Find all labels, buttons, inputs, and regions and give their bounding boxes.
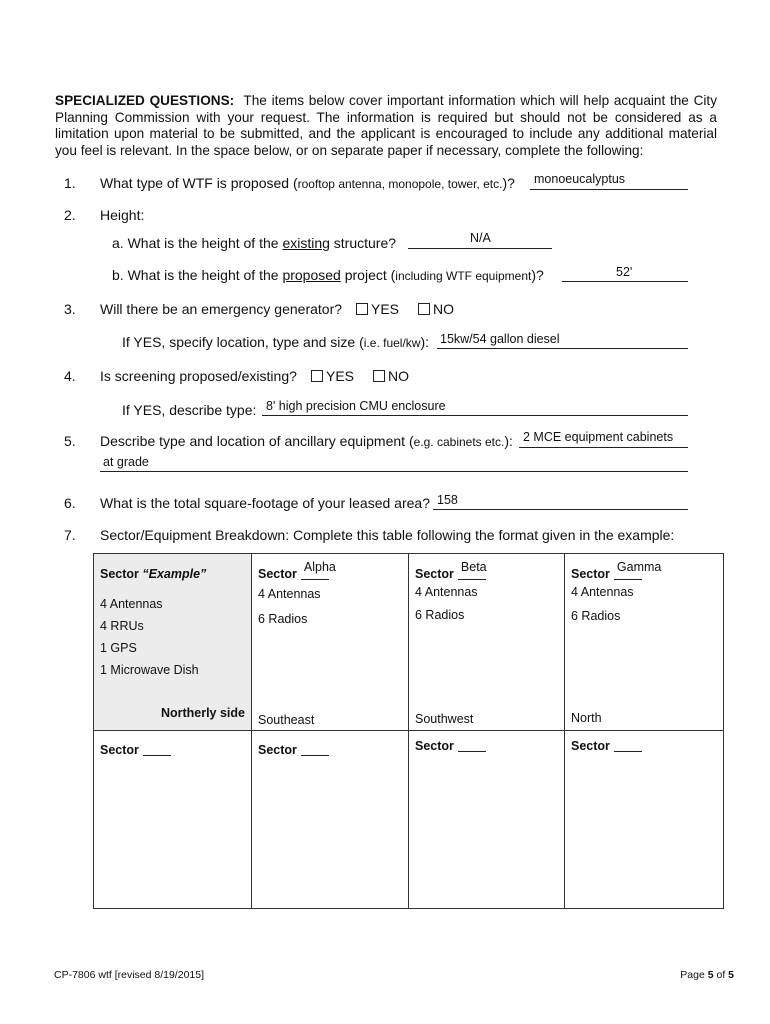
q5-answer-2[interactable]: at grade xyxy=(103,455,149,469)
example-sector-cell xyxy=(94,554,252,731)
sector-label: Sector xyxy=(258,743,329,757)
q2b-answer[interactable]: 52' xyxy=(616,265,633,279)
q3-answer[interactable]: 15kw/54 gallon diesel xyxy=(440,332,560,346)
q4-yes-checkbox[interactable] xyxy=(311,370,323,382)
q2a-answer-line[interactable] xyxy=(408,248,552,249)
sector-item[interactable]: 6 Radios xyxy=(571,609,621,623)
sector-label: Sector Gamma xyxy=(571,560,662,581)
sector-item[interactable]: 6 Radios xyxy=(258,612,308,626)
q6-answer[interactable]: 158 xyxy=(437,493,458,507)
q5-answer-line-2[interactable] xyxy=(100,471,688,472)
q2b-question: b. What is the height of the proposed project (including WTF equipment)? xyxy=(112,267,544,283)
sector-side[interactable]: Southwest xyxy=(415,712,474,726)
sector-name[interactable]: Alpha xyxy=(303,560,336,574)
q4-number: 4. xyxy=(64,368,76,384)
sector-name[interactable]: Beta xyxy=(460,560,487,574)
blank-sector-cell[interactable] xyxy=(252,731,409,909)
q4-question: Is screening proposed/existing? xyxy=(100,368,297,384)
q2a-answer[interactable]: N/A xyxy=(470,231,491,245)
q3-yes-option[interactable]: YES xyxy=(356,301,399,317)
q3-number: 3. xyxy=(64,301,76,317)
example-item: 1 GPS xyxy=(100,641,137,655)
q1-answer[interactable]: monoeucalyptus xyxy=(534,172,626,186)
sector-item[interactable]: 4 Antennas xyxy=(571,585,634,599)
q7-number: 7. xyxy=(64,527,76,543)
page-number: Page 5 of 5 xyxy=(680,969,734,981)
q2a-question: a. What is the height of the existing structure? xyxy=(112,235,397,251)
q3-yes-checkbox[interactable] xyxy=(356,303,368,315)
q1-answer-line[interactable] xyxy=(530,189,688,190)
sector-item[interactable]: 4 Antennas xyxy=(258,587,321,601)
sector-label: Sector xyxy=(100,743,171,757)
q4-if-yes-label: If YES, describe type: xyxy=(122,402,257,418)
sector-item[interactable]: 4 Antennas xyxy=(415,585,478,599)
example-sector-label: Sector “Example” xyxy=(100,567,207,581)
blank-sector-cell[interactable] xyxy=(409,731,565,909)
q5-answer-line-1[interactable] xyxy=(519,447,688,448)
q4-answer[interactable]: 8' high precision CMU enclosure xyxy=(266,399,446,413)
form-id-footer: CP-7806 wtf [revised 8/19/2015] xyxy=(54,969,205,981)
example-item: 1 Microwave Dish xyxy=(100,663,199,677)
q2-number: 2. xyxy=(64,207,76,223)
sector-label: Sector xyxy=(571,739,642,753)
sector-table xyxy=(93,553,724,909)
sector-cell-gamma[interactable] xyxy=(565,554,724,731)
q1-number: 1. xyxy=(64,175,76,191)
sector-side[interactable]: Southeast xyxy=(258,713,315,727)
sector-cell-alpha[interactable] xyxy=(252,554,409,731)
q3-answer-line[interactable] xyxy=(437,348,688,349)
intro-text: The items below cover important information which will help acquaint the City Planning Commission with your request. The information is required but should not be considered as a limitation upon material to be submitted, and the applicant is encouraged to include any additional material you feel is relevant. In the space below, or on separate paper if necessary, complete the following: xyxy=(55,93,718,158)
example-item: 4 RRUs xyxy=(100,619,144,633)
sector-item[interactable]: 6 Radios xyxy=(415,608,465,622)
q7-question: Sector/Equipment Breakdown: Complete this table following the format given in the example: xyxy=(100,527,675,543)
example-item: 4 Antennas xyxy=(100,597,163,611)
q3-question: Will there be an emergency generator? xyxy=(100,301,343,317)
q4-answer-line[interactable] xyxy=(262,415,688,416)
intro-heading: SPECIALIZED QUESTIONS: xyxy=(55,93,235,108)
q6-number: 6. xyxy=(64,495,76,511)
q6-answer-line[interactable] xyxy=(433,509,688,510)
sector-label: Sector xyxy=(415,739,486,753)
blank-sector-cell[interactable] xyxy=(565,731,724,909)
q4-no-option[interactable]: NO xyxy=(373,368,409,384)
sector-side[interactable]: North xyxy=(571,711,602,725)
q2-question: Height: xyxy=(100,207,145,223)
q5-number: 5. xyxy=(64,433,76,449)
q2b-answer-line[interactable] xyxy=(562,281,688,282)
sector-label: Sector Beta xyxy=(415,560,487,581)
intro-paragraph xyxy=(55,93,717,159)
q4-no-checkbox[interactable] xyxy=(373,370,385,382)
q3-if-yes-label: If YES, specify location, type and size (i.e. fuel/kw): xyxy=(122,334,430,350)
blank-sector-cell[interactable] xyxy=(94,731,252,909)
q1-question: What type of WTF is proposed (rooftop antenna, monopole, tower, etc.)? xyxy=(100,175,515,191)
example-side: Northerly side xyxy=(160,706,245,720)
q3-no-option[interactable]: NO xyxy=(418,301,454,317)
q3-no-checkbox[interactable] xyxy=(418,303,430,315)
q6-question: What is the total square-footage of your leased area? xyxy=(100,495,430,511)
q5-answer-1[interactable]: 2 MCE equipment cabinets xyxy=(523,430,674,444)
sector-label: Sector Alpha xyxy=(258,560,336,581)
sector-cell-beta[interactable] xyxy=(409,554,565,731)
sector-name[interactable]: Gamma xyxy=(616,560,662,574)
q4-yes-option[interactable]: YES xyxy=(311,368,354,384)
q5-question: Describe type and location of ancillary equipment (e.g. cabinets etc.): xyxy=(100,433,513,449)
